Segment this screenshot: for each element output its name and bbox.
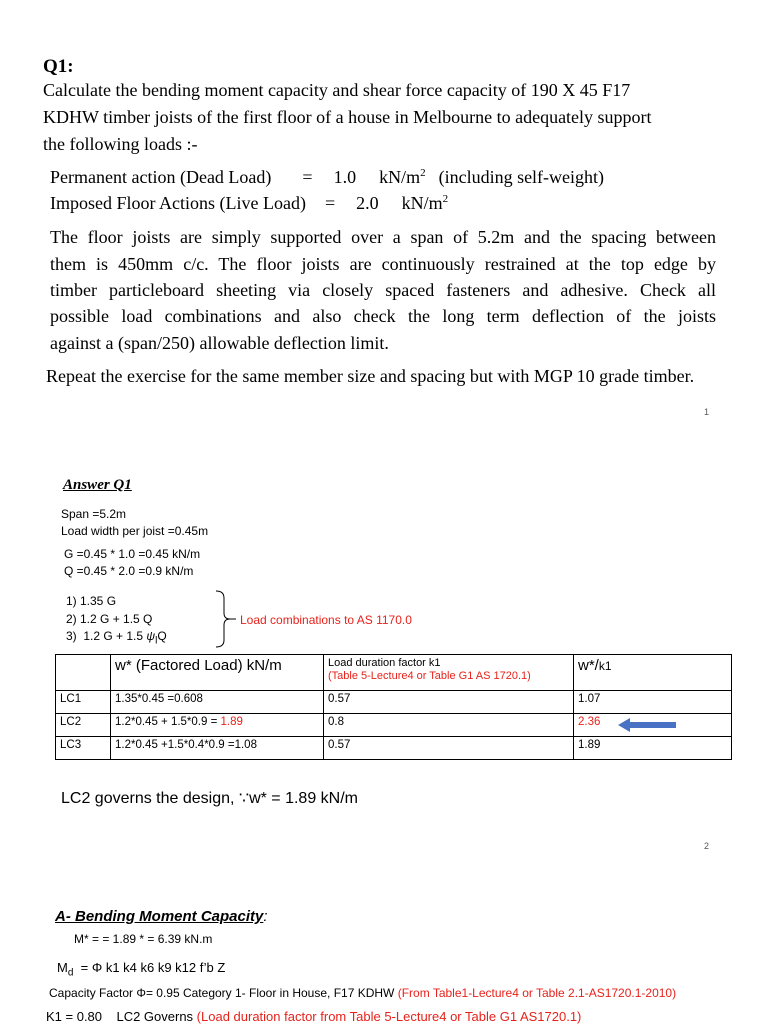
combo-3-text: 3) 1.2 G + 1.5 xyxy=(66,629,147,643)
para-line-2: them is 450mm c/c. The floor joists are continuously restrained at the top edge by xyxy=(50,254,716,274)
answer-title: Answer Q1 xyxy=(63,477,132,493)
page-number-2: 2 xyxy=(704,841,710,851)
load-width-line: Load width per joist =0.45m xyxy=(61,524,209,538)
page-number-1: 1 xyxy=(704,407,710,417)
row-lc2-w-text: 1.2*0.45 + 1.5*0.9 = xyxy=(115,716,221,728)
row-lc3-w: 1.2*0.45 +1.5*0.4*0.9 =1.08 xyxy=(111,737,324,760)
dead-load-label: Permanent action (Dead Load) xyxy=(50,167,272,187)
dead-load-line xyxy=(50,167,604,188)
row-lc3-label: LC3 xyxy=(56,737,111,760)
table-row xyxy=(56,691,732,714)
row-lc1-k1: 0.57 xyxy=(324,691,574,714)
header-ratio-sub: k1 xyxy=(598,659,612,673)
load-combination-table xyxy=(55,654,732,760)
md-rest: = Φ k1 k4 k6 k9 k12 f’b Z xyxy=(73,960,226,975)
capacity-factor-text: Capacity Factor Φ= 0.95 Category 1- Floor in House, F17 KDHW xyxy=(49,986,398,1000)
m-star-line: M* = = 1.89 * = 6.39 kN.m xyxy=(74,932,213,946)
live-load-eq: = xyxy=(324,193,336,213)
live-load-label: Imposed Floor Actions (Live Load) xyxy=(50,193,306,213)
bending-title-text: Bending Moment Capacity xyxy=(75,908,264,925)
k1-ref: (Load duration factor from Table 5-Lecture4 or Table G1 AS1720.1) xyxy=(196,1009,582,1024)
header-blank xyxy=(56,655,111,691)
combo-note: Load combinations to AS 1170.0 xyxy=(240,613,412,627)
row-lc1-label: LC1 xyxy=(56,691,111,714)
span-line: Span =5.2m xyxy=(61,507,127,521)
dead-load-unit-exp: 2 xyxy=(420,167,426,179)
para-line-3: timber particleboard sheeting via closely spaced fasteners and adhesive. Check all xyxy=(50,280,716,300)
bending-title-prefix: A- xyxy=(55,908,75,925)
row-lc2-label: LC2 xyxy=(56,714,111,737)
row-lc2-ratio xyxy=(574,714,732,737)
capacity-factor-ref: (From Table1-Lecture4 or Table 2.1-AS1720.1-2010) xyxy=(397,986,677,1000)
live-load-unit-exp: 2 xyxy=(442,193,449,205)
row-lc1-w: 1.35*0.45 =0.608 xyxy=(111,691,324,714)
table-header-row xyxy=(56,655,732,691)
row-lc2-w-red: 1.89 xyxy=(220,716,243,728)
row-lc3-ratio: 1.89 xyxy=(574,737,732,760)
combo-brace-icon xyxy=(214,590,238,648)
live-load-value: 2.0 xyxy=(356,193,379,213)
dead-load-value: 1.0 xyxy=(333,167,357,187)
governs-line: LC2 governs the design, ∵w* = 1.89 kN/m xyxy=(61,790,358,807)
row-lc2-ratio-value: 2.36 xyxy=(578,716,601,728)
header-ratio-main: w*/ xyxy=(578,657,599,674)
table-row xyxy=(56,737,732,760)
k1-text: K1 = 0.80 LC2 Governs xyxy=(46,1009,197,1024)
live-load-line xyxy=(50,193,448,214)
question-intro-line-2: KDHW timber joists of the first floor of a house in Melbourne to adequately support xyxy=(43,107,652,127)
header-k1-label: Load duration factor k1 xyxy=(328,657,441,669)
k1-line xyxy=(46,1009,581,1024)
row-lc3-k1: 0.57 xyxy=(324,737,574,760)
table-row xyxy=(56,714,732,737)
header-factored-load: w* (Factored Load) kN/m xyxy=(111,655,324,691)
bending-title-suffix: : xyxy=(263,908,268,925)
md-symbol: M xyxy=(57,960,68,975)
combo-3-tail: Q xyxy=(157,629,167,643)
para-line-5: against a (span/250) allowable deflection limit. xyxy=(50,333,389,353)
repeat-exercise-line: Repeat the exercise for the same member size and spacing but with MGP 10 grade timber. xyxy=(46,366,695,386)
dead-load-eq: = xyxy=(302,167,313,187)
md-sub: d xyxy=(67,967,74,979)
header-k1 xyxy=(324,655,574,691)
question-title: Q1: xyxy=(43,56,74,77)
question-intro-line-1: Calculate the bending moment capacity and shear force capacity of 190 X 45 F17 xyxy=(43,80,631,100)
para-line-4: possible load combinations and also check the long term deflection of the joists xyxy=(50,306,716,326)
md-formula-line xyxy=(57,960,226,979)
live-load-unit: kN/m xyxy=(401,193,443,213)
para-line-1: The floor joists are simply supported over a span of 5.2m and the spacing between xyxy=(50,227,716,247)
dead-load-unit: kN/m xyxy=(379,167,421,187)
row-lc1-ratio: 1.07 xyxy=(574,691,732,714)
governing-arrow-icon xyxy=(618,718,680,732)
combo-3-psi: ψ xyxy=(146,629,156,643)
combo-2: 2) 1.2 G + 1.5 Q xyxy=(66,612,153,626)
capacity-factor-line xyxy=(49,986,676,1000)
combo-3-psi-sub: l xyxy=(155,635,158,647)
header-k1-ref: (Table 5-Lecture4 or Table G1 AS 1720.1) xyxy=(328,670,531,682)
row-lc2-k1: 0.8 xyxy=(324,714,574,737)
question-intro-line-3: the following loads :- xyxy=(43,134,198,154)
q-load-line: Q =0.45 * 2.0 =0.9 kN/m xyxy=(64,564,194,578)
row-lc2-w xyxy=(111,714,324,737)
combo-3 xyxy=(66,629,167,647)
header-ratio xyxy=(574,655,732,691)
bending-section-title xyxy=(55,908,268,925)
combo-1: 1) 1.35 G xyxy=(66,594,117,608)
g-load-line: G =0.45 * 1.0 =0.45 kN/m xyxy=(64,547,201,561)
dead-load-note: (including self-weight) xyxy=(438,167,605,187)
